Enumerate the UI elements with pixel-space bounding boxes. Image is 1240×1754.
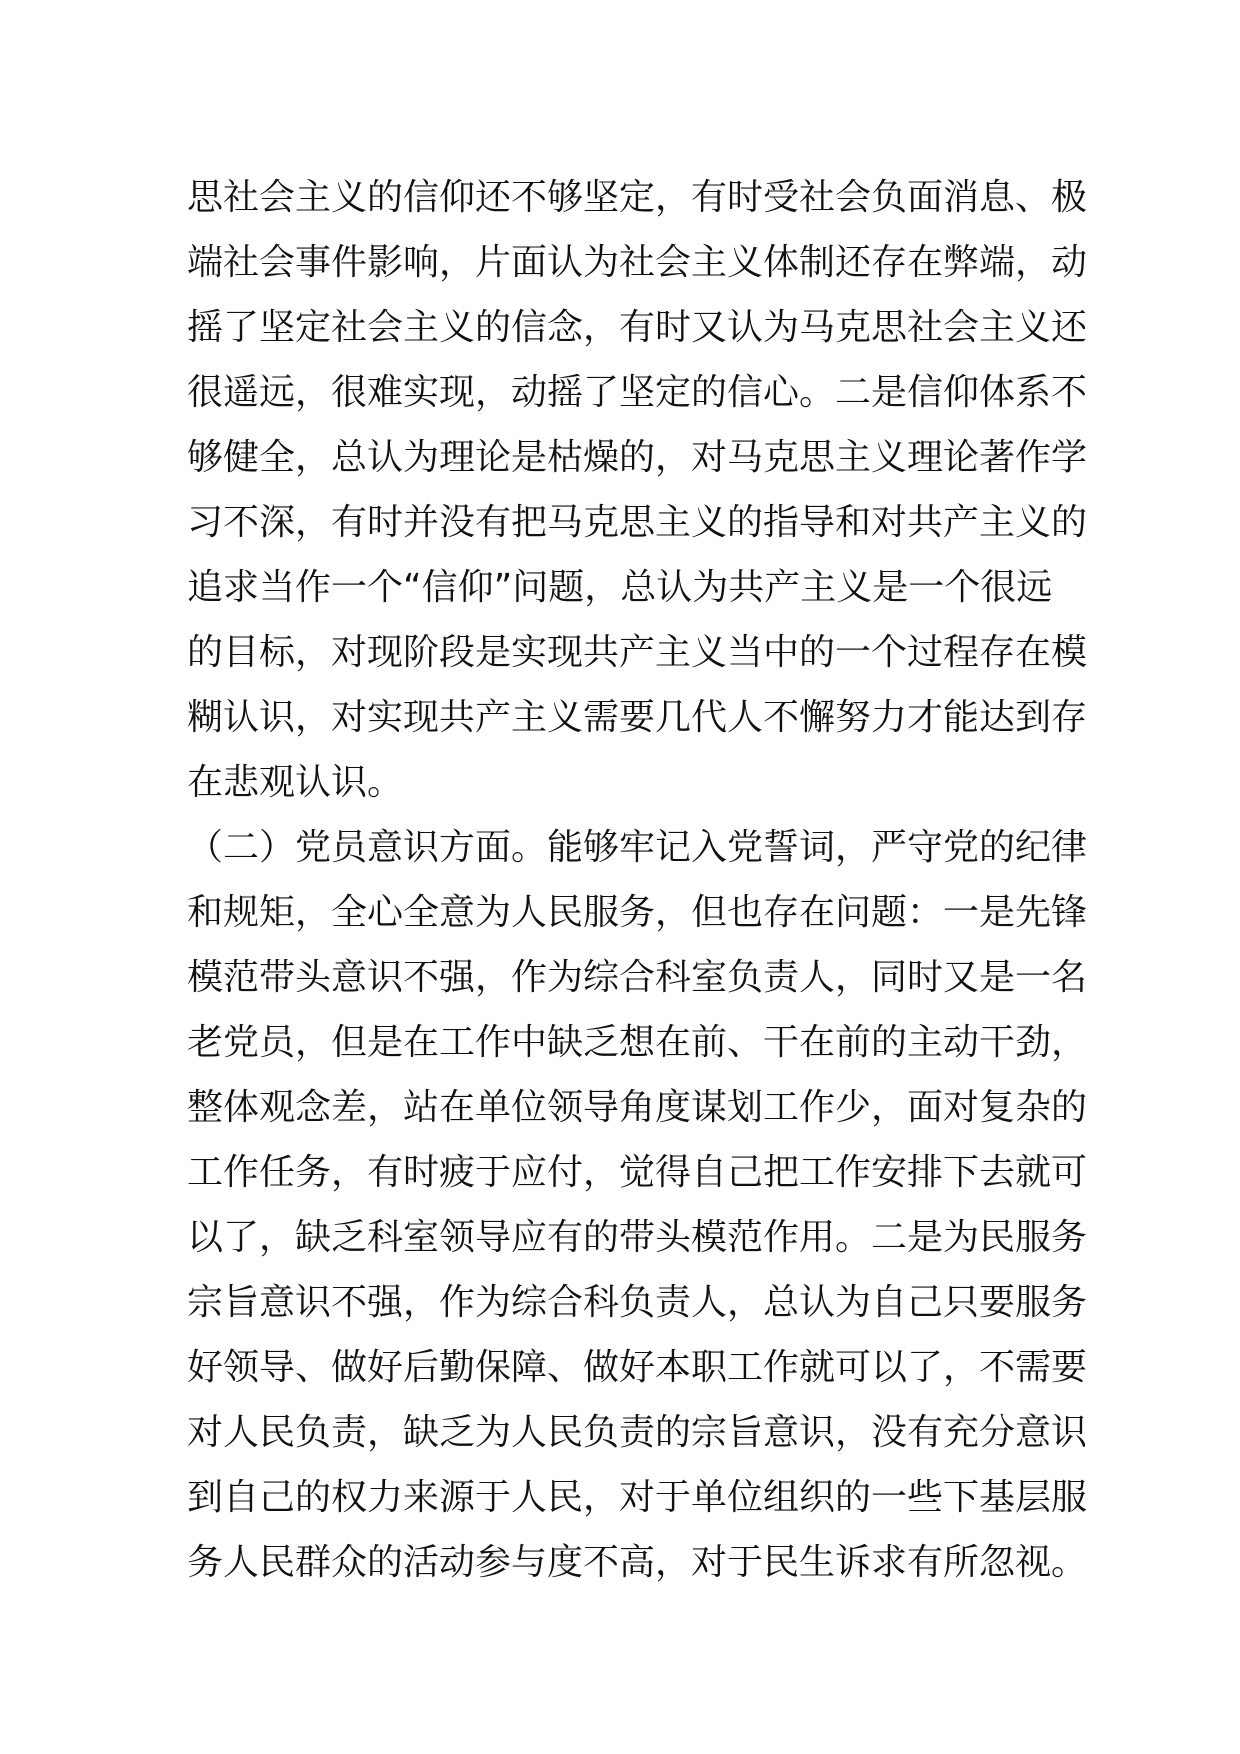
- text-line: 糊认识，对实现共产主义需要几代人不懈努力才能达到存: [187, 697, 1088, 738]
- text-line: 习不深，有时并没有把马克思主义的指导和对共产主义的: [187, 502, 1088, 543]
- text-line: 老党员，但是在工作中缺乏想在前、干在前的主动干劲，: [187, 1022, 1088, 1063]
- text-line: 工作任务，有时疲于应付，觉得自己把工作安排下去就可: [187, 1152, 1088, 1193]
- text-line: 的目标，对现阶段是实现共产主义当中的一个过程存在模: [187, 632, 1088, 673]
- body-text: [187, 165, 1088, 1595]
- text-line: 端社会事件影响，片面认为社会主义体制还存在弊端，动: [187, 242, 1088, 283]
- text-line: 摇了坚定社会主义的信念，有时又认为马克思社会主义还: [187, 307, 1088, 348]
- text-line: 和规矩，全心全意为人民服务，但也存在问题：一是先锋: [187, 892, 1088, 933]
- text-line: 务人民群众的活动参与度不高，对于民生诉求有所忽视。: [187, 1542, 1088, 1583]
- text-line: 整体观念差，站在单位领导角度谋划工作少，面对复杂的: [187, 1087, 1088, 1128]
- text-line: 到自己的权力来源于人民，对于单位组织的一些下基层服: [187, 1477, 1088, 1518]
- text-line: 很遥远，很难实现，动摇了坚定的信心。二是信仰体系不: [187, 372, 1088, 413]
- text-line: 宗旨意识不强，作为综合科负责人，总认为自己只要服务: [187, 1282, 1088, 1323]
- text-line: 追求当作一个“信仰”问题，总认为共产主义是一个很远: [187, 567, 1053, 608]
- text-line: 好领导、做好后勤保障、做好本职工作就可以了，不需要: [187, 1347, 1088, 1388]
- text-line: 够健全，总认为理论是枯燥的，对马克思主义理论著作学: [187, 437, 1088, 478]
- text-line: 对人民负责，缺乏为人民负责的宗旨意识，没有充分意识: [187, 1412, 1088, 1453]
- text-line: 思社会主义的信仰还不够坚定，有时受社会负面消息、极: [187, 177, 1088, 218]
- text-line: 在悲观认识。: [187, 762, 404, 803]
- text-line: 以了，缺乏科室领导应有的带头模范作用。二是为民服务: [187, 1217, 1088, 1258]
- text-line: 模范带头意识不强，作为综合科室负责人，同时又是一名: [187, 957, 1088, 998]
- section-heading-line: （二）党员意识方面。能够牢记入党誓词，严守党的纪律: [187, 827, 1088, 868]
